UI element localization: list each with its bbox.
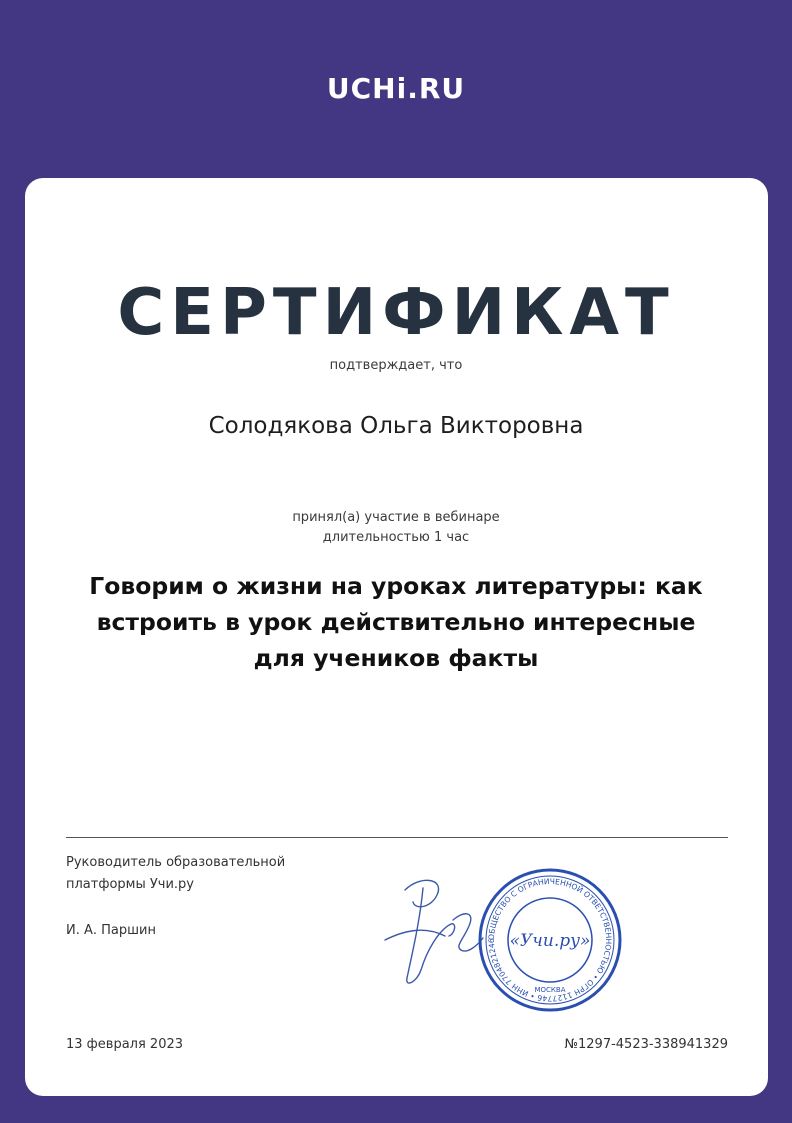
webinar-title xyxy=(60,568,732,676)
signer-role-line-1: Руководитель образовательной xyxy=(66,855,286,870)
webinar-title-line-1: Говорим о жизни на уроках литературы: как xyxy=(89,572,703,600)
participation-line-2: длительностью 1 час xyxy=(322,530,470,545)
confirms-text: подтверждает, что xyxy=(329,358,463,373)
webinar-title-line-3: для учеников факты xyxy=(253,644,539,672)
signature-divider xyxy=(66,837,728,838)
recipient-name: Солодякова Ольга Викторовна xyxy=(208,413,584,439)
issue-date: 13 февраля 2023 xyxy=(66,1037,184,1052)
uchi-ru-logo: UCHi.RU xyxy=(326,72,466,105)
participation-line-1: принял(а) участие в вебинаре xyxy=(292,510,500,525)
certificate-title: СЕРТИФИКАТ xyxy=(117,276,675,350)
handwritten-signature xyxy=(385,880,483,983)
webinar-title-line-2: встроить в урок действительно интересные xyxy=(96,608,696,636)
signer-role xyxy=(66,852,285,896)
signer-name: И. А. Паршин xyxy=(66,923,156,938)
stamp-graphic xyxy=(365,850,635,1020)
stamp-city-text: МОСКВА xyxy=(534,986,566,994)
signature-and-stamp xyxy=(365,850,635,1020)
stamp-center-text: «Учи.ру» xyxy=(509,931,591,951)
certificate-number: №1297-4523-338941329 xyxy=(564,1037,728,1052)
signer-role-line-2: платформы Учи.ру xyxy=(66,877,195,892)
stamp-ring-text: ОБЩЕСТВО С ОГРАНИЧЕННОЙ ОТВЕТСТВЕННОСТЬЮ • ОГРН 1127746 • ИНН 7704821246 xyxy=(486,876,614,1004)
